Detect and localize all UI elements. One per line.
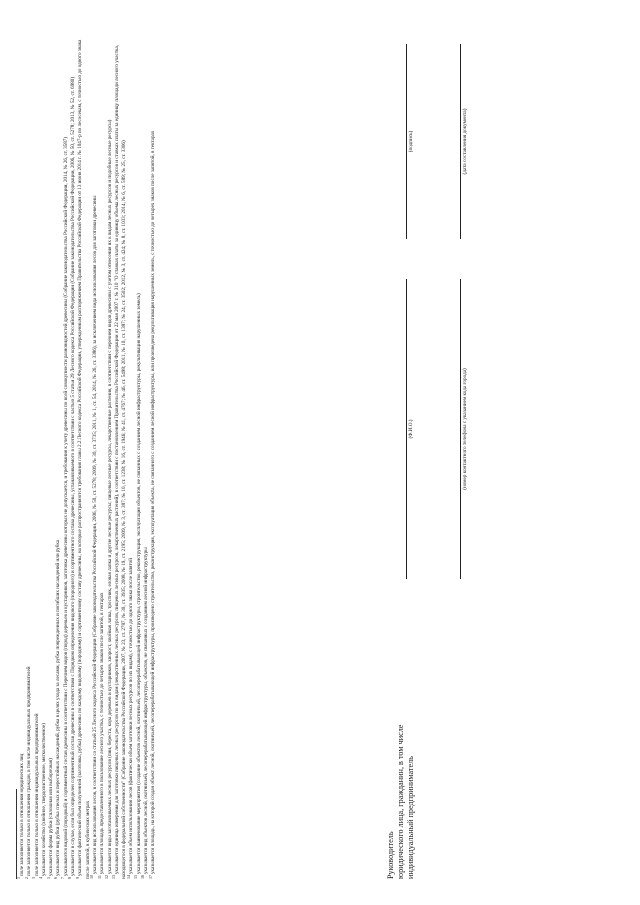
footnote-text: указывается форма рубки (сплошная или выборочная) — [48, 758, 55, 876]
footnote-item — [147, 39, 157, 879]
footnote-number: 15 — [133, 875, 139, 879]
footnote-text: поле заполняется только в отношении юридических лиц — [19, 753, 25, 876]
footnote-item — [52, 39, 62, 879]
phone-line — [460, 279, 461, 579]
signature-block — [386, 19, 626, 879]
footnote-number: 8 — [67, 877, 73, 879]
footnote-number: 2 — [23, 877, 29, 879]
footnote-number: 1 — [16, 877, 22, 879]
footnote-number: 16 — [140, 875, 146, 879]
footnote-text: указываются видовой (породный) и сортиментный состав древесины в соответствии с Перечнем видов (пород) деревьев и кустарников, заготовка древесины которых не допускается, и требования к учету древесины по всей совокупности разновидностей древесины (Собрание законодательства Российской Федерации, 2014, № 26, ст. 3587) — [62, 137, 69, 876]
footnote-number: 11 — [96, 875, 102, 879]
date-caption: (дата составления документа) — [462, 108, 468, 175]
signer-title-line: юридического лица, гражданин, в том числе — [396, 724, 405, 879]
footnote-item — [133, 39, 146, 879]
footnote-text: указывается вид объектов лесной, охотничьей, лесоперерабатывающей инфраструктуры, объектов, не связанных с созданием лесной инфраструктуры — [143, 547, 150, 874]
footnote-text: указывается единица измерения для заготовки пищевых лесных ресурсов по их видам (лекарственных лесных ресурсов, пищевых лесных ресурсов, лекарственных растений), в соответствии с постановлением Правительства Российской Федерации от 22 мая 2007 г. № 310 "О ставках платы за единицу объема лесных ресурсов и ставках платы за единицу площади лесного участка, находящегося в федеральной собственности" (Собрание законодательства Российской Федерации, 2007, № 23, ст. 2787, № 30, ст. 3935; 2008, № 19, ст. 2195; 2009, № 3, ст. 387; № 10, ст. 1238; № 16, ст. 1946; № 41, ст. 4767; № 46, ст. 5498; 2011, № 10, ст. 1387; № 24, ст. 3502; 2012, № 3, ст. 424; № 8, ст. 1033; 2014, № 6, ст. 589; № 25, ст. 3306) — [113, 45, 128, 879]
signature-caption: (подпись) — [408, 130, 414, 153]
signer-title — [386, 725, 416, 879]
footnote-item — [23, 39, 33, 879]
footnote-text: указывается вид рубки (рубка спелых и перестойных насаждений, рубка в целях ухода за лесами, рубка поврежденных и погибших насаждений или рубка — [55, 539, 62, 876]
footnote-text: указывается фактический объем полученной (заготовка, рубка) древесины по каждому видовому (породному) и сортиментному составу древесины, на которые распространяются требования главы 2.2 Лесного кодекса Российской Федерации, утвержденным распоряжением Правительства Российской Федерации от 13 июня 2014 г. № 1047-р по лесосекам, с точностью до одного знака после запятой, в кубических метрах — [77, 39, 91, 879]
footnote-text: поле заполняется только в отношении граждан, в том числе индивидуальных предпринимателей — [26, 666, 33, 876]
footnote-text: указывается объем использования лесов (фактически объем заготовки лесных ресурсов по их видам), с точностью до одного знака после запятой — [128, 558, 135, 874]
footnote-text: указывается виды заготавливаемых лесных ресурсов (пни, береста, кора деревьев и кустарников, хворост, хвойная лапка, тростник, еловая лапка и другие лесные ресурсы; пищевые лесные ресурсы, лекарственные растения, в соответствии с перечнем видов древесины с учетом отнесения их к видам лесных ресурсов и подобные лесные ресурсы) — [106, 119, 113, 874]
footnote-text: указывается площадь, на которой создан объект лесной, охотничьей, лесоперерабатывающей инфраструктуры, произведено строительство, реконструкция, эксплуатация объекта, не связанного с созданием лесной инфраструктуры, или произведена рекультивация нарушенных земель, с точностью до четырех знаков после запятой, в гектарах — [150, 130, 157, 874]
fio-caption: (Ф.И.О.) — [408, 419, 414, 439]
footnote-number: 13 — [111, 875, 117, 879]
footnote-text: указывается площадь предоставленного в пользование лесного участка, с точностью до четырех знаков после запятой, в гектарах — [99, 592, 106, 875]
footnote-rule — [16, 789, 17, 879]
footnote-item — [111, 39, 129, 879]
footnote-item — [96, 39, 106, 879]
footnote-number: 12 — [103, 875, 109, 879]
footnote-number: 9 — [74, 877, 80, 879]
footnote-text: указывается хозяйство (хвойное, твердолиственное, мягколиственное) — [40, 723, 47, 876]
footnote-item — [60, 39, 73, 879]
footnote-text: указывается наименование мероприятия (создание объектов лесной, охотничьей, лесоперерабатывающей инфраструктуры, строительство, реконструкция, эксплуатация объектов, не связанных с созданием лесной инфраструктуры, рекультивация нарушенных земель) — [135, 293, 142, 874]
footnote-text: поле заполняется только в отношении индивидуальных предпринимателей — [33, 713, 40, 876]
phone-caption: (номер контактного телефона с указанием кода города) — [462, 368, 468, 490]
footnote-item — [38, 39, 48, 879]
footnote-text: указывается вид использования лесов, в соответствии со статьей 25 Лесного кодекса Российской Федерации (Собрание законодательства Российской Федерации, 2006, № 50, ст. 5278; 2009, № 30, ст. 3735; 2011, № 1, ст. 54, 2014, № 26, ст. 3386), за исключением вида использования лесов для заготовки древесины — [91, 195, 98, 874]
footnotes-block — [16, 39, 158, 879]
footnote-number: 3 — [30, 877, 36, 879]
footnote-text: указывается в случае, если был определен сортиментный состав древесины в соответствии с Порядком определения видового (породного) и сортиментного состава древесины, устанавливаемого в соответствии с частью 5 статьи 29 Лесного кодекса Российской Федерации (Собрание законодательства Российской Федерации, 2006, № 50, ст. 5278; 2013, № 52, ст. 6980) — [70, 76, 77, 876]
footnote-number: 6 — [52, 877, 58, 879]
footnote-number: 7 — [60, 877, 66, 879]
footnote-number: 14 — [125, 875, 131, 879]
footnote-number: 4 — [38, 877, 44, 879]
footnote-item — [125, 39, 135, 879]
date-line — [460, 44, 461, 239]
signature-line — [406, 44, 407, 239]
fio-line — [406, 279, 407, 579]
footnote-number: 17 — [147, 875, 153, 879]
signer-title-line: Руководитель — [386, 831, 395, 879]
footnote-item — [103, 39, 117, 879]
footnote-number: 5 — [45, 877, 51, 879]
signer-title-line: индивидуальный предприниматель — [406, 756, 415, 879]
footnote-number: 10 — [89, 875, 95, 879]
